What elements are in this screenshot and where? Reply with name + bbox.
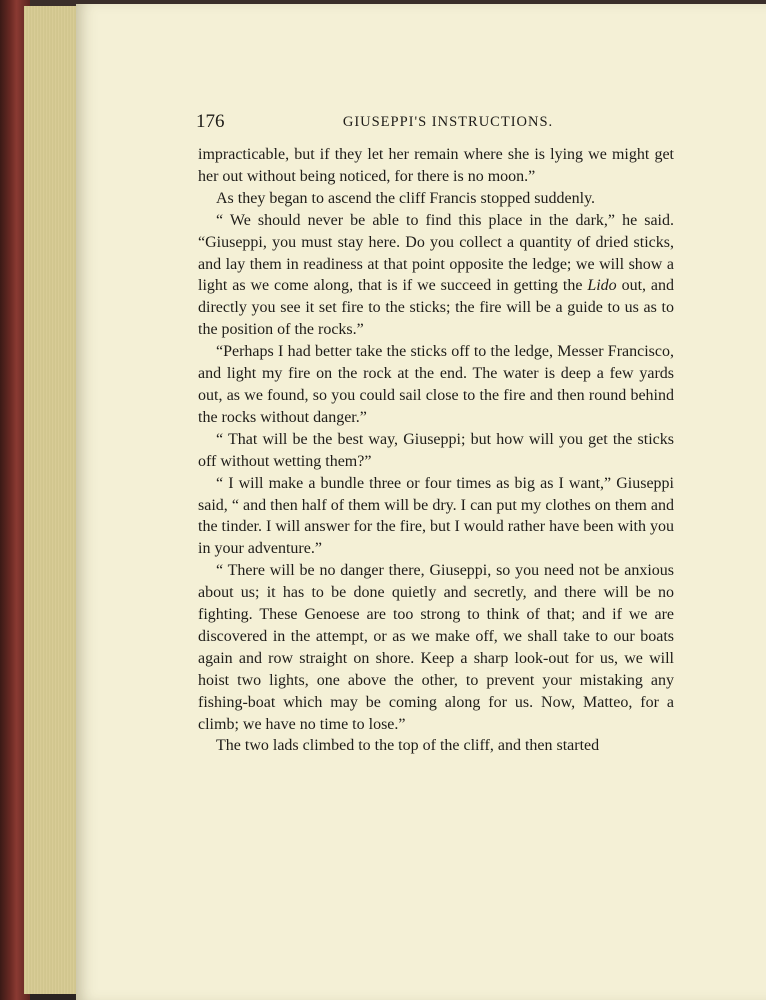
paragraph-7: “ There will be no danger there, Giuseppi, so you need not be anxious about us; it has to be done quietly and secretly, and there will be no fighting. These Genoese are too strong to think of that; and if we are discovered in the attempt, or as we make off, we shall take to our boats again and row straight on shore. Keep a sharp look-out for us, we will hoist two lights, one above the other, to prevent your mistaking any fishing-boat which may be coming along for us. Now, Matteo, for a climb; we have no time to lose.” xyxy=(198,562,674,733)
paragraph-3-part-2: out, and directly you see it set fire to the sticks; the fire will be a guide to us as to the position of the rocks.” xyxy=(198,277,675,339)
paragraph-4: “Perhaps I had better take the sticks off to the ledge, Messer Francisco, and light my fire on the rock at the end. The water is deep a few yards out, as we found, so you could sail close to the fire and then round behind the rocks without danger.” xyxy=(198,343,674,426)
paragraph-3 xyxy=(198,210,674,341)
body-text xyxy=(198,144,674,757)
paragraph-6: “ I will make a bundle three or four times as big as I want,” Giuseppi said, “ and then half of them will be dry. I can put my clothes on them and the tinder. I will answer for the fire, but I would rather have been with you in your adventure.” xyxy=(198,474,674,558)
paragraph-1: impracticable, but if they let her remain where she is lying we might get her out without being noticed, for there is no moon.” xyxy=(198,146,674,185)
running-title: GIUSEPPI'S INSTRUCTIONS. xyxy=(342,114,554,130)
page-number: 176 xyxy=(196,111,225,132)
paragraph-2: As they began to ascend the cliff Francis stopped suddenly. xyxy=(216,189,596,207)
page-header xyxy=(196,111,674,133)
paragraph-5: “ That will be the best way, Giuseppi; but how will you get the sticks off without wetting them?” xyxy=(198,430,674,470)
paragraph-8: The two lads climbed to the top of the cliff, and then started xyxy=(216,737,600,755)
boat-name-emphasis: Lido xyxy=(587,277,617,295)
paragraph-3-part-1: “ We should never be able to find this place in the dark,” he said. “Giuseppi, you must stay here. Do you collect a quantity of dried sticks, and lay them in readiness at that point opposite the ledge; we will show a light as we come along, that is if we succeed in getting the xyxy=(198,211,674,295)
page-stack-edges xyxy=(24,6,80,994)
